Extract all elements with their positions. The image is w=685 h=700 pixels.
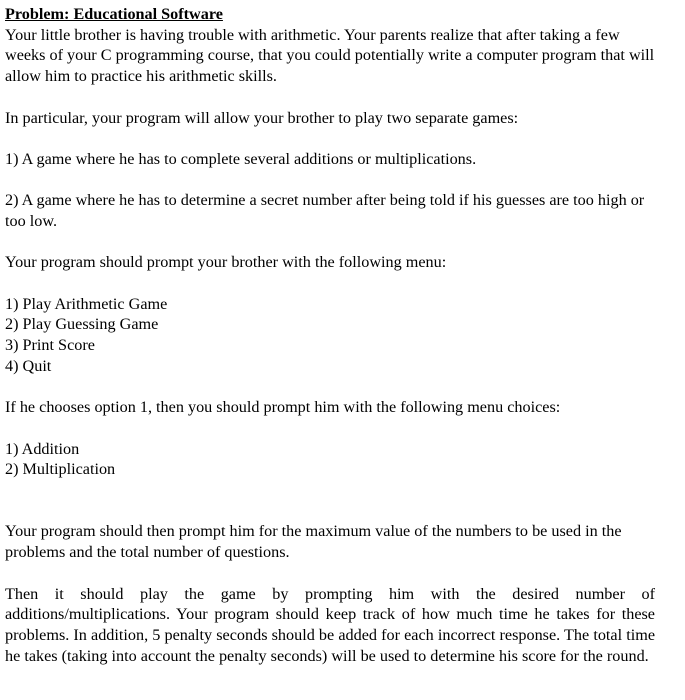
option1-intro-paragraph: If he chooses option 1, then you should prompt him with the following menu choices: <box>5 398 561 417</box>
spacer <box>5 232 655 253</box>
option1-item: 1) Addition <box>5 439 80 458</box>
spacer <box>5 128 655 149</box>
option1-menu-list <box>5 439 655 480</box>
option1-item: 2) Multiplication <box>5 460 116 479</box>
document-title: Problem: Educational Software <box>5 5 223 23</box>
play-paragraph: Then it should play the game by prompting him with the desired number of additions/multiplications. Your program should keep track of how much time he takes for these problems. In addition, 5 penalty seconds should be added for each incorrect response. The total time he takes (taking into account the penalty seconds) will be used to determine his score for the round. <box>5 584 655 665</box>
max-value-paragraph: Your program should then prompt him for the maximum value of the numbers to be used in the problems and the total number of questions. <box>5 522 622 562</box>
menu-item: 3) Print Score <box>5 336 95 355</box>
game-1-paragraph: 1) A game where he has to complete several additions or multiplications. <box>5 149 477 168</box>
spacer <box>5 480 655 521</box>
menu-item: 4) Quit <box>5 356 52 375</box>
game-2-paragraph: 2) A game where he has to determine a secret number after being told if his guesses are too high or too low. <box>5 191 645 230</box>
intro-paragraph: Your little brother is having trouble with arithmetic. Your parents realize that after taking a few weeks of your C programming course, that you could potentially write a computer program that will allow him to practice his arithmetic skills. <box>5 25 655 86</box>
spacer <box>5 170 655 191</box>
menu-item: 1) Play Arithmetic Game <box>5 294 168 313</box>
games-intro-paragraph: In particular, your program will allow your brother to play two separate games: <box>5 108 519 127</box>
spacer <box>5 418 655 439</box>
document-page <box>5 4 655 666</box>
main-menu-list <box>5 294 655 377</box>
menu-intro-paragraph: Your program should prompt your brother with the following menu: <box>5 253 447 272</box>
spacer <box>5 273 655 294</box>
menu-item: 2) Play Guessing Game <box>5 315 159 334</box>
spacer <box>5 377 655 398</box>
spacer <box>5 87 655 108</box>
spacer <box>5 563 655 584</box>
